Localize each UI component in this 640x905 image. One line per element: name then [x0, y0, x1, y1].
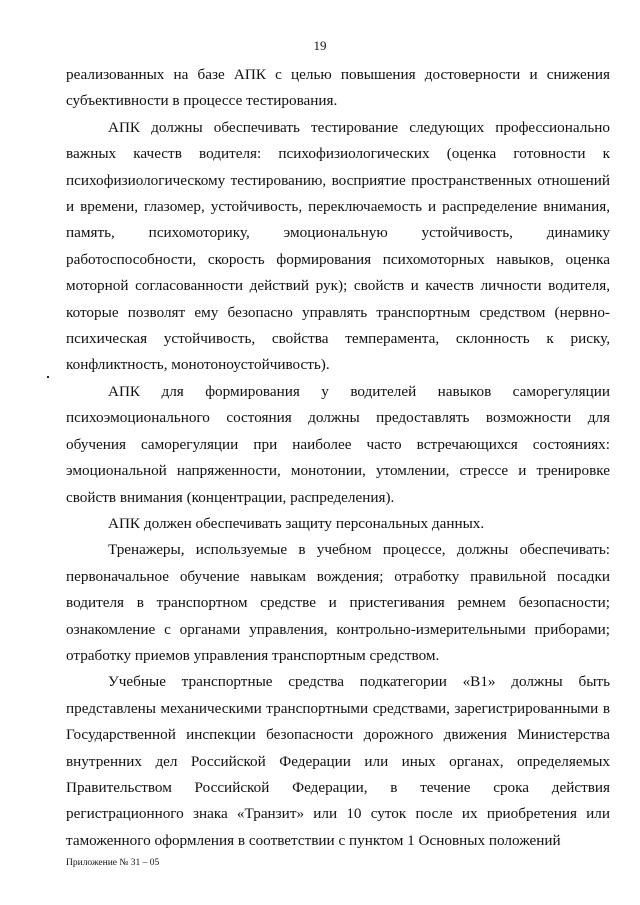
paragraph-apk-self-regulation: АПК для формирования у водителей навыков саморегуляции психоэмоционального состояния должны предоставлять возможности для обучения саморегуляции при наиболее часто встречающихся состояниях: эмоциональной напряженности, монотонии, утомлении, стрессе и тренировке свойств внимания (концентрации, распределения).: [66, 382, 610, 506]
paragraph-continuation: реализованных на базе АПК с целью повышения достоверности и снижения субъективности в процессе тестирования.: [66, 66, 610, 110]
paragraph-apk-data-protection: АПК должен обеспечивать защиту персональных данных.: [108, 514, 485, 532]
scan-artifact-dot: [47, 376, 49, 378]
document-body: [66, 62, 610, 854]
paragraph-simulators: Тренажеры, используемые в учебном процессе, должны обеспечивать: первоначальное обучение навыкам вождения; отработку правильной посадки водителя в транспортном средстве и пристегивания ремнем безопасности; ознакомление с органами управления, контрольно-измерительными приборами; отработку приемов управления транспортным средством.: [66, 541, 610, 664]
paragraph-apk-testing: АПК должны обеспечивать тестирование следующих профессионально важных качеств водителя: психофизиологических (оценка готовности к психофизиологическому тестированию, восприятие пространственных отношений и времени, глазомер, устойчивость, переключаемость и распределение внимания, память, психомоторику, эмоциональную устойчивость, динамику работоспособности, скорость формирования психомоторных навыков, оценка моторной согласованности действий рук); свойств и качеств личности водителя, которые позволят ему безопасно управлять транспортным средством (нервно-психическая устойчивость, свойства темперамента, склонность к риску, конфликтность, монотоноустойчивость).: [66, 118, 610, 374]
paragraph-training-vehicles: Учебные транспортные средства подкатегории «В1» должны быть представлены механическими транспортными средствами, зарегистрированными в Государственной инспекции безопасности дорожного движения Министерства внутренних дел Российской Федерации или иных органах, определяемых Правительством Российской Федерации, в течение срока действия регистрационного знака «Транзит» или 10 суток после их приобретения или таможенного оформления в соответствии с пунктом 1 Основных положений: [66, 673, 610, 849]
footer-note: Приложение № 31 – 05: [66, 858, 160, 868]
page-number: 19: [313, 38, 327, 53]
